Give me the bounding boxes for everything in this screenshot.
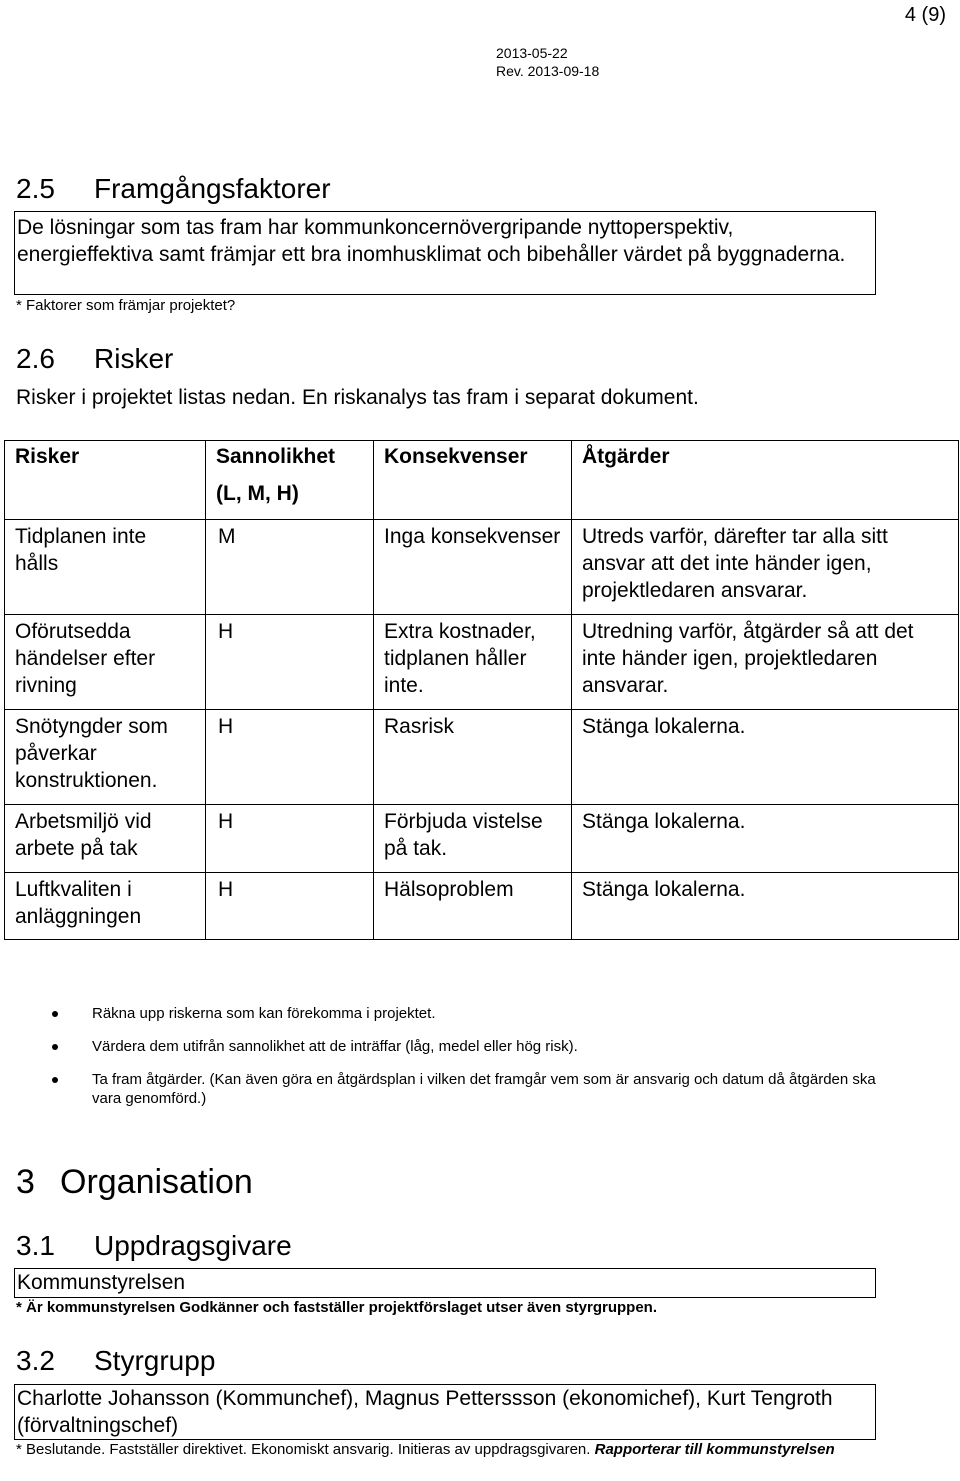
list-item	[48, 1037, 908, 1056]
cell-action: Stänga lokalerna.	[572, 710, 959, 805]
heading-number: 3.1	[16, 1230, 55, 1261]
list-item-text: Värdera dem utifrån sannolikhet att de inträffar (låg, medel eller hög risk).	[92, 1038, 578, 1055]
heading-title: Risker	[94, 343, 174, 374]
document-dates	[496, 44, 599, 80]
success-factors-text: De lösningar som tas fram har kommunkoncernövergripande nyttoperspektiv, energieffektiva samt främjar ett bra inomhusklimat och bibehåller värdet på byggnaderna.	[17, 216, 846, 266]
heading-title: Framgångsfaktorer	[94, 173, 331, 204]
header-sannolikhet-label: Sannolikhet	[216, 445, 336, 468]
instruction-list	[48, 1004, 908, 1122]
success-factors-box	[14, 211, 876, 295]
client-note: * Är kommunstyrelsen Godkänner och fastställer projektförslaget utser även styrgruppen.	[16, 1299, 658, 1316]
cell-probability: M	[206, 520, 374, 615]
table-row	[5, 520, 959, 615]
cell-probability: H	[206, 805, 374, 873]
cell-probability: H	[206, 710, 374, 805]
table-row	[5, 615, 959, 710]
heading-number: 2.5	[16, 173, 55, 204]
created-date: 2013-05-22	[496, 45, 568, 61]
header-konsekvenser: Konsekvenser	[374, 441, 572, 520]
revised-date: Rev. 2013-09-18	[496, 63, 600, 79]
steering-group-note	[16, 1440, 896, 1459]
heading-number: 2.6	[16, 343, 55, 374]
risk-table	[4, 440, 959, 940]
cell-risk: Snötyngder som påverkar konstruktionen.	[5, 710, 206, 805]
list-item	[48, 1070, 908, 1108]
header-sannolikhet	[206, 441, 374, 520]
cell-risk: Tidplanen inte hålls	[5, 520, 206, 615]
list-item-text: Ta fram åtgärder. (Kan även göra en åtgärdsplan i vilken det framgår vem som är ansvarig och datum då åtgärden ska vara genomförd.)	[92, 1071, 876, 1107]
cell-action: Stänga lokalerna.	[572, 873, 959, 940]
heading-title: Organisation	[60, 1163, 253, 1201]
cell-consequence: Förbjuda vistelse på tak.	[374, 805, 572, 873]
risks-intro: Risker i projektet listas nedan. En riskanalys tas fram i separat dokument.	[16, 386, 699, 409]
heading-2-5	[16, 172, 331, 206]
header-atgarder: Åtgärder	[572, 441, 959, 520]
success-factors-note: * Faktorer som främjar projektet?	[16, 297, 236, 314]
heading-number: 3	[16, 1163, 35, 1201]
steering-group-text: Charlotte Johansson (Kommunchef), Magnus Petterssson (ekonomichef), Kurt Tengroth (förvaltningschef)	[17, 1387, 833, 1437]
cell-probability: H	[206, 615, 374, 710]
heading-number: 3.2	[16, 1345, 55, 1376]
table-header-row	[5, 441, 959, 520]
header-sannolikhet-scale: (L, M, H)	[216, 482, 299, 505]
heading-title: Uppdragsgivare	[94, 1230, 292, 1261]
bullet-icon	[52, 1044, 58, 1050]
client-box	[14, 1268, 876, 1298]
cell-action: Utredning varför, åtgärder så att det inte händer igen, projektledaren ansvarar.	[572, 615, 959, 710]
steering-group-note-emphasis: Rapporterar till kommunstyrelsen	[594, 1441, 835, 1458]
steering-group-box	[14, 1384, 876, 1440]
heading-2-6	[16, 342, 173, 376]
page-number: 4 (9)	[904, 4, 946, 26]
cell-risk: Arbetsmiljö vid arbete på tak	[5, 805, 206, 873]
list-item-text: Räkna upp riskerna som kan förekomma i projektet.	[92, 1005, 436, 1022]
cell-risk: Luftkvaliten i anläggningen	[5, 873, 206, 940]
heading-3	[16, 1162, 253, 1202]
cell-consequence: Inga konsekvenser	[374, 520, 572, 615]
list-item	[48, 1004, 908, 1023]
client-text: Kommunstyrelsen	[17, 1271, 186, 1294]
header-risker: Risker	[5, 441, 206, 520]
bullet-icon	[52, 1011, 58, 1017]
cell-consequence: Extra kostnader, tidplanen håller inte.	[374, 615, 572, 710]
table-row	[5, 710, 959, 805]
cell-action: Stänga lokalerna.	[572, 805, 959, 873]
cell-action: Utreds varför, därefter tar alla sitt ansvar att det inte händer igen, projektledaren ansvarar.	[572, 520, 959, 615]
table-row	[5, 873, 959, 940]
heading-3-1	[16, 1229, 292, 1263]
heading-title: Styrgrupp	[94, 1345, 216, 1376]
cell-risk: Oförutsedda händelser efter rivning	[5, 615, 206, 710]
table-row	[5, 805, 959, 873]
cell-consequence: Rasrisk	[374, 710, 572, 805]
steering-group-note-text: * Beslutande. Fastställer direktivet. Ekonomiskt ansvarig. Initieras av uppdragsgivaren.	[16, 1441, 591, 1458]
cell-probability: H	[206, 873, 374, 940]
heading-3-2	[16, 1344, 215, 1378]
bullet-icon	[52, 1077, 58, 1083]
cell-consequence: Hälsoproblem	[374, 873, 572, 940]
